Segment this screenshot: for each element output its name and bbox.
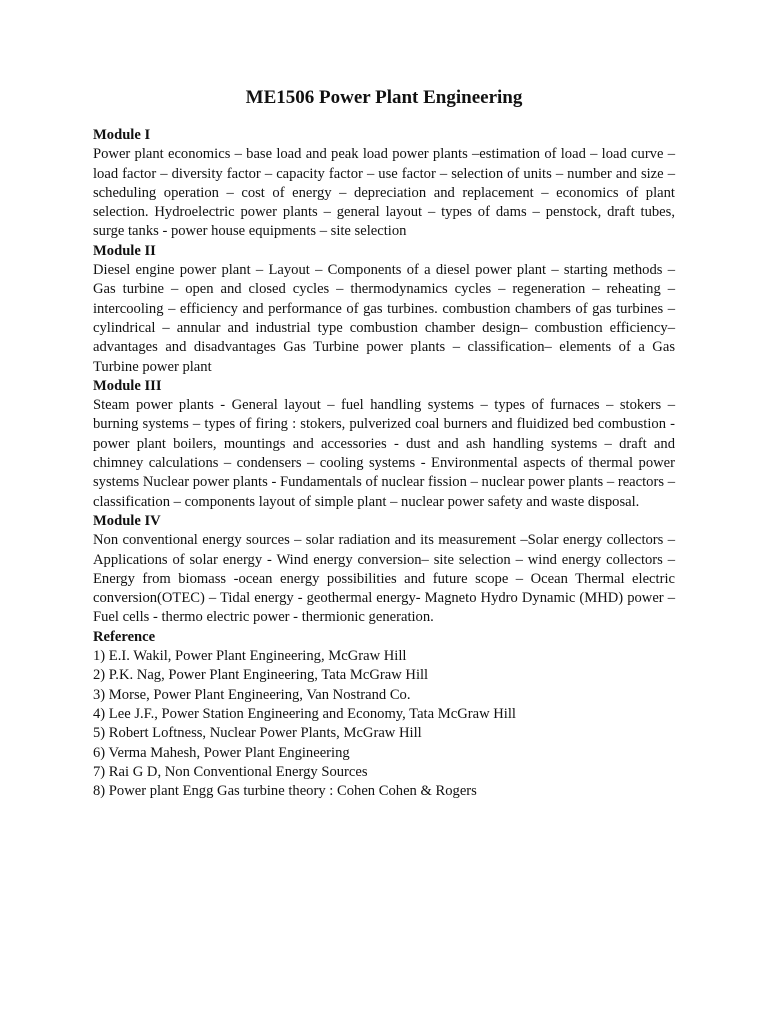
reference-list bbox=[93, 647, 675, 801]
module-body: Power plant economics – base load and peak load power plants –estimation of load – load curve – load factor – diversity factor – capacity factor – use factor – selection of units – number and size – scheduling operation – cost of energy – depreciation and replacement – economics of plant selection. Hydroelectric power plants – general layout – types of dams – penstock, draft tubes, surge tanks - power house equipments – site selection bbox=[93, 146, 675, 240]
reference-item: 3) Morse, Power Plant Engineering, Van Nostrand Co. bbox=[93, 686, 411, 703]
module-heading: Module I bbox=[93, 127, 151, 143]
module-body: Diesel engine power plant – Layout – Components of a diesel power plant – starting methods – Gas turbine – open and closed cycles – thermodynamics cycles – regeneration – reheating – intercooling – efficiency and performance of gas turbines. combustion chambers of gas turbines – cylindrical – annular and industrial type combustion chamber design– combustion efficiency–advantages and disadvantages Gas Turbine power plants – classification– elements of a Gas Turbine power plant bbox=[93, 262, 675, 375]
reference-item: 2) P.K. Nag, Power Plant Engineering, Tata McGraw Hill bbox=[93, 667, 429, 684]
module-heading: Module III bbox=[93, 377, 162, 394]
module-heading: Module IV bbox=[93, 512, 161, 529]
module-section-3 bbox=[93, 377, 675, 512]
reference-item: 5) Robert Loftness, Nuclear Power Plants, McGraw Hill bbox=[93, 725, 422, 742]
module-section-2 bbox=[93, 242, 675, 377]
reference-section bbox=[93, 628, 675, 802]
module-section-1 bbox=[93, 126, 675, 242]
reference-item: 8) Power plant Engg Gas turbine theory : Cohen Cohen & Rogers bbox=[93, 783, 477, 800]
reference-item: 1) E.I. Wakil, Power Plant Engineering, McGraw Hill bbox=[93, 648, 407, 665]
module-body: Steam power plants - General layout – fuel handling systems – types of furnaces – stokers – burning systems – types of firing : stokers, pulverized coal burners and fluidized bed combustion - power plant boilers, mountings and accessories - dust and ash handling systems – draft and chimney calculations – condensers – cooling systems - Environmental aspects of thermal power systems Nuclear power plants - Fundamentals of nuclear fission – nuclear power plants – reactors – classification – components layout of simple plant – nuclear power safety and waste disposal. bbox=[93, 397, 675, 510]
reference-heading: Reference bbox=[93, 628, 156, 645]
reference-item: 6) Verma Mahesh, Power Plant Engineering bbox=[93, 744, 350, 761]
syllabus-page bbox=[93, 86, 675, 801]
module-section-4 bbox=[93, 512, 675, 628]
reference-item: 7) Rai G D, Non Conventional Energy Sources bbox=[93, 763, 368, 780]
module-body: Non conventional energy sources – solar radiation and its measurement –Solar energy collectors – Applications of solar energy - Wind energy conversion– site selection – wind energy collectors – Energy from biomass -ocean energy possibilities and future scope – Ocean Thermal electric conversion(OTEC) – Tidal energy - geothermal energy- Magneto Hydro Dynamic (MHD) power – Fuel cells - thermo electric power - thermionic generation. bbox=[93, 532, 675, 626]
reference-item: 4) Lee J.F., Power Station Engineering and Economy, Tata McGraw Hill bbox=[93, 705, 516, 722]
page-title: ME1506 Power Plant Engineering bbox=[245, 87, 523, 108]
module-heading: Module II bbox=[93, 242, 156, 259]
